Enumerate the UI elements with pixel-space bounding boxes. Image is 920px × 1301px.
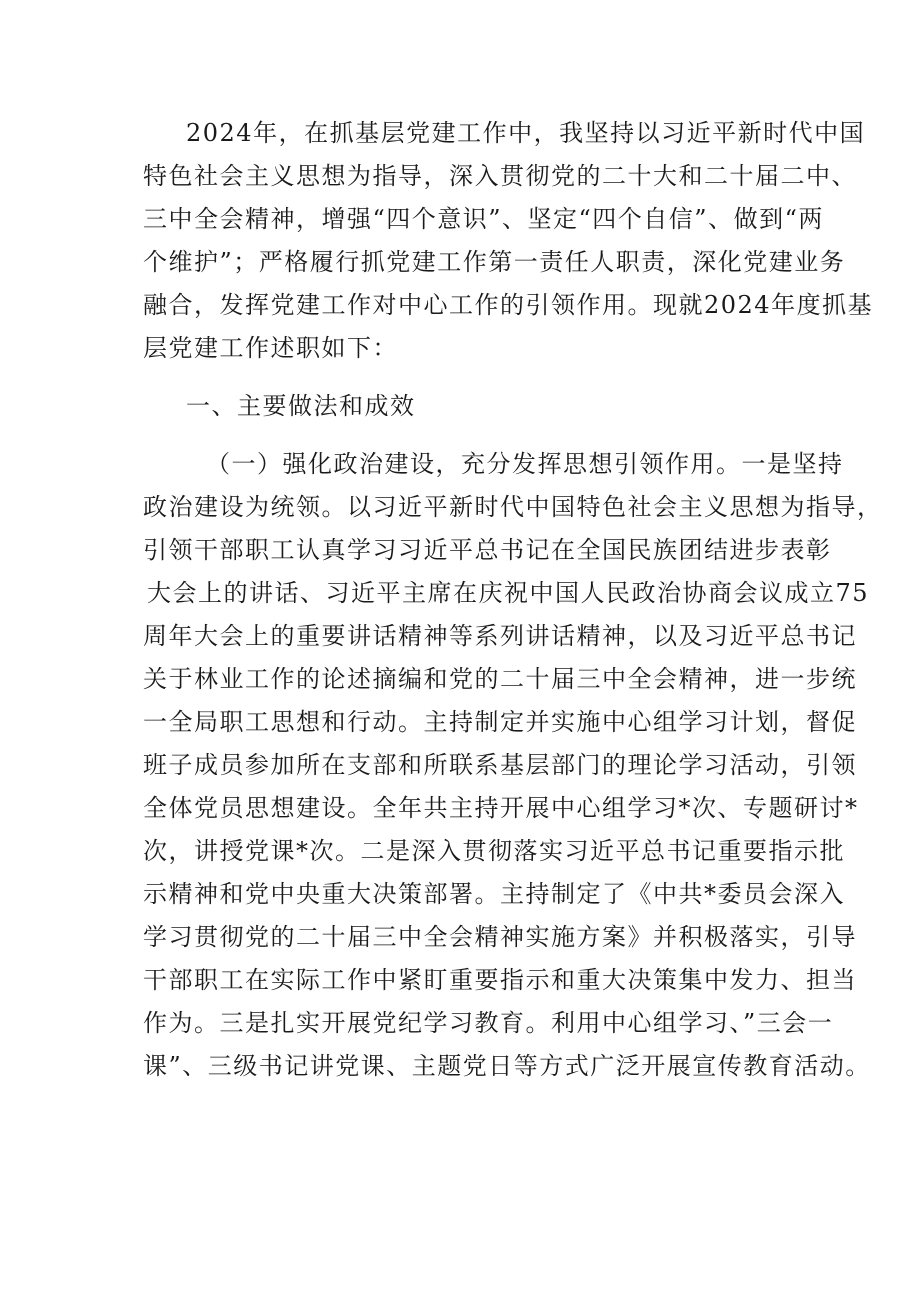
paragraph-line: 干部职工在实际工作中紧盯重要指示和重大决策集中发力、担当: [143, 966, 857, 994]
paragraph-line: 2024年，在抓基层党建工作中，我坚持以习近平新时代中国: [186, 119, 866, 147]
section-heading: 一、主要做法和成效: [186, 392, 416, 420]
paragraph-line: 作为。三是扎实开展党纪学习教育。利用中心组学习、”三会一: [143, 1009, 834, 1037]
paragraph-line: 全体党员思想建设。全年共主持开展中心组学习*次、专题研讨*: [143, 794, 859, 822]
paragraph-line: 三中全会精神，增强“四个意识”、坚定“四个自信”、做到“两: [143, 205, 824, 233]
paragraph-line: 一全局职工思想和行动。主持制定并实施中心组学习计划，督促: [143, 708, 857, 736]
paragraph-line: 引领干部职工认真学习习近平总书记在全国民族团结进步表彰: [143, 536, 832, 564]
paragraph-line: 政治建设为统领。以习近平新时代中国特色社会主义思想为指导，: [143, 493, 883, 521]
paragraph-line: 融合，发挥党建工作对中心工作的引领作用。现就2024年度抓基: [143, 291, 874, 319]
paragraph-line: 次，讲授党课*次。二是深入贯彻落实习近平总书记重要指示批: [143, 837, 845, 865]
paragraph-line: 周年大会上的重要讲话精神等系列讲话精神，以及习近平总书记: [143, 622, 857, 650]
paragraph-line: 个维护”；严格履行抓党建工作第一责任人职责，深化党建业务: [143, 248, 846, 276]
subsection-heading-line: （一）强化政治建设，充分发挥思想引领作用。一是坚持: [206, 450, 844, 478]
paragraph-line: 示精神和党中央重大决策部署。主持制定了《中共*委员会深入: [143, 880, 845, 908]
paragraph-line: 大会上的讲话、习近平主席在庆祝中国人民政治协商会议成立75: [147, 579, 870, 607]
paragraph-line: 特色社会主义思想为指导，深入贯彻党的二十大和二十届二中、: [143, 162, 857, 190]
paragraph-line: 层党建工作述职如下：: [143, 334, 398, 362]
paragraph-line: 班子成员参加所在支部和所联系基层部门的理论学习活动，引领: [143, 751, 857, 779]
paragraph-line: 课”、三级书记讲党课、主题党日等方式广泛开展宣传教育活动。: [143, 1052, 871, 1080]
paragraph-line: 学习贯彻党的二十届三中全会精神实施方案》并积极落实，引导: [143, 923, 857, 951]
paragraph-line: 关于林业工作的论述摘编和党的二十届三中全会精神，进一步统: [143, 665, 857, 693]
